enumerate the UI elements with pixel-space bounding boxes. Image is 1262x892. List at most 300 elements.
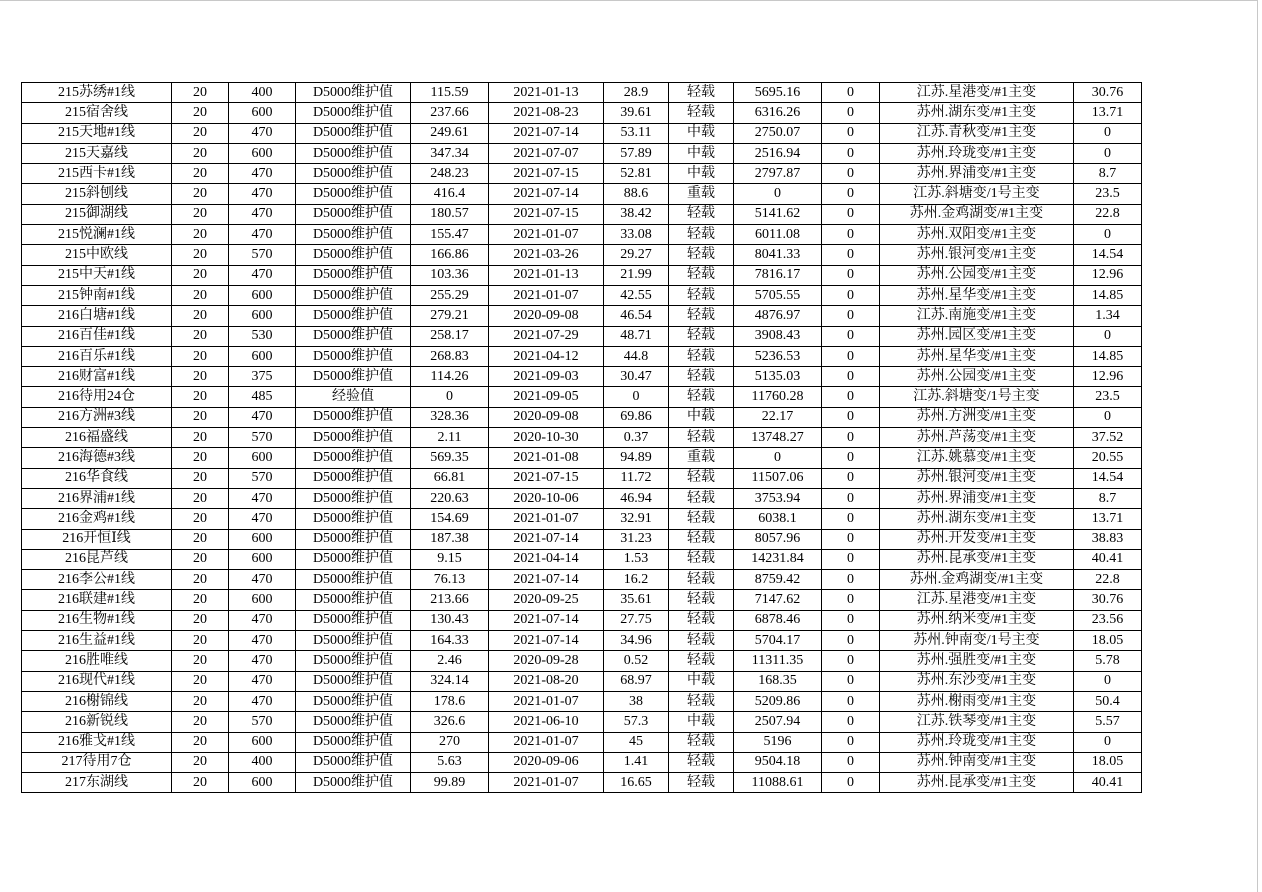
col2-cell: 20 [172, 204, 229, 224]
table-row [22, 529, 1142, 549]
transformer-cell: 苏州.湖东变/#1主变 [880, 103, 1074, 123]
col10-cell: 0 [822, 83, 880, 103]
source-cell: D5000维护值 [296, 468, 411, 488]
col3-cell: 400 [229, 752, 296, 772]
col5-cell: 213.66 [411, 590, 489, 610]
col7-cell: 46.94 [604, 488, 669, 508]
col3-cell: 600 [229, 549, 296, 569]
col10-cell: 0 [822, 448, 880, 468]
load-level-cell: 轻载 [669, 732, 734, 752]
date-cell: 2021-01-07 [489, 509, 604, 529]
col10-cell: 0 [822, 387, 880, 407]
transformer-cell: 江苏.铁琴变/#1主变 [880, 712, 1074, 732]
col7-cell: 21.99 [604, 265, 669, 285]
col5-cell: 66.81 [411, 468, 489, 488]
date-cell: 2021-06-10 [489, 712, 604, 732]
source-cell: D5000维护值 [296, 123, 411, 143]
table-row [22, 570, 1142, 590]
date-cell: 2021-09-05 [489, 387, 604, 407]
col10-cell: 0 [822, 732, 880, 752]
date-cell: 2021-07-29 [489, 326, 604, 346]
table-row [22, 671, 1142, 691]
load-level-cell: 轻载 [669, 225, 734, 245]
line-name-cell: 215钟南#1线 [22, 285, 172, 305]
load-level-cell: 轻载 [669, 428, 734, 448]
source-cell: D5000维护值 [296, 245, 411, 265]
col2-cell: 20 [172, 285, 229, 305]
col3-cell: 470 [229, 610, 296, 630]
table-row [22, 306, 1142, 326]
load-level-cell: 轻载 [669, 265, 734, 285]
table-row [22, 103, 1142, 123]
line-name-cell: 216联建#1线 [22, 590, 172, 610]
date-cell: 2021-07-14 [489, 610, 604, 630]
col12-cell: 12.96 [1074, 265, 1142, 285]
col7-cell: 46.54 [604, 306, 669, 326]
source-cell: D5000维护值 [296, 83, 411, 103]
source-cell: D5000维护值 [296, 610, 411, 630]
col9-cell: 5704.17 [734, 631, 822, 651]
col5-cell: 99.89 [411, 773, 489, 793]
load-level-cell: 重载 [669, 448, 734, 468]
transformer-cell: 苏州.湖东变/#1主变 [880, 509, 1074, 529]
col3-cell: 470 [229, 204, 296, 224]
col5-cell: 258.17 [411, 326, 489, 346]
line-name-cell: 216现代#1线 [22, 671, 172, 691]
col9-cell: 168.35 [734, 671, 822, 691]
load-level-cell: 中载 [669, 712, 734, 732]
col7-cell: 38 [604, 691, 669, 711]
col12-cell: 40.41 [1074, 773, 1142, 793]
col10-cell: 0 [822, 143, 880, 163]
line-name-cell: 216昆芦线 [22, 549, 172, 569]
col2-cell: 20 [172, 691, 229, 711]
transformer-cell: 江苏.星港变/#1主变 [880, 83, 1074, 103]
transformer-cell: 苏州.公园变/#1主变 [880, 265, 1074, 285]
source-cell: D5000维护值 [296, 103, 411, 123]
date-cell: 2020-09-08 [489, 407, 604, 427]
col5-cell: 255.29 [411, 285, 489, 305]
col5-cell: 0 [411, 387, 489, 407]
col5-cell: 237.66 [411, 103, 489, 123]
col3-cell: 600 [229, 306, 296, 326]
source-cell: D5000维护值 [296, 285, 411, 305]
table-row [22, 326, 1142, 346]
load-level-cell: 轻载 [669, 204, 734, 224]
col3-cell: 470 [229, 671, 296, 691]
col9-cell: 0 [734, 184, 822, 204]
source-cell: D5000维护值 [296, 367, 411, 387]
col12-cell: 40.41 [1074, 549, 1142, 569]
table-row [22, 651, 1142, 671]
col2-cell: 20 [172, 326, 229, 346]
col5-cell: 155.47 [411, 225, 489, 245]
source-cell: D5000维护值 [296, 509, 411, 529]
col10-cell: 0 [822, 265, 880, 285]
date-cell: 2020-09-28 [489, 651, 604, 671]
table-row [22, 184, 1142, 204]
col12-cell: 13.71 [1074, 509, 1142, 529]
col10-cell: 0 [822, 509, 880, 529]
col7-cell: 35.61 [604, 590, 669, 610]
col5-cell: 9.15 [411, 549, 489, 569]
line-name-cell: 216金鸡#1线 [22, 509, 172, 529]
col5-cell: 180.57 [411, 204, 489, 224]
col9-cell: 5196 [734, 732, 822, 752]
col12-cell: 5.57 [1074, 712, 1142, 732]
col7-cell: 48.71 [604, 326, 669, 346]
date-cell: 2021-01-07 [489, 285, 604, 305]
col7-cell: 42.55 [604, 285, 669, 305]
source-cell: D5000维护值 [296, 773, 411, 793]
col3-cell: 485 [229, 387, 296, 407]
col2-cell: 20 [172, 83, 229, 103]
transformer-cell: 江苏.南施变/#1主变 [880, 306, 1074, 326]
load-level-cell: 轻载 [669, 387, 734, 407]
date-cell: 2021-07-14 [489, 184, 604, 204]
col12-cell: 14.54 [1074, 245, 1142, 265]
transformer-cell: 江苏.姚慕变/#1主变 [880, 448, 1074, 468]
date-cell: 2021-01-07 [489, 773, 604, 793]
col12-cell: 12.96 [1074, 367, 1142, 387]
line-name-cell: 217待用7仓 [22, 752, 172, 772]
col7-cell: 1.53 [604, 549, 669, 569]
col9-cell: 11311.35 [734, 651, 822, 671]
col12-cell: 0 [1074, 225, 1142, 245]
load-level-cell: 中载 [669, 123, 734, 143]
transformer-cell: 苏州.强胜变/#1主变 [880, 651, 1074, 671]
col12-cell: 30.76 [1074, 83, 1142, 103]
col12-cell: 14.54 [1074, 468, 1142, 488]
transformer-cell: 苏州.钟南变/1号主变 [880, 631, 1074, 651]
col3-cell: 600 [229, 773, 296, 793]
source-cell: D5000维护值 [296, 488, 411, 508]
col9-cell: 11507.06 [734, 468, 822, 488]
col10-cell: 0 [822, 752, 880, 772]
col2-cell: 20 [172, 468, 229, 488]
source-cell: D5000维护值 [296, 428, 411, 448]
transformer-cell: 苏州.银河变/#1主变 [880, 245, 1074, 265]
col10-cell: 0 [822, 590, 880, 610]
col7-cell: 57.89 [604, 143, 669, 163]
col7-cell: 11.72 [604, 468, 669, 488]
col5-cell: 326.6 [411, 712, 489, 732]
transformer-cell: 苏州.方洲变/#1主变 [880, 407, 1074, 427]
col3-cell: 375 [229, 367, 296, 387]
source-cell: D5000维护值 [296, 346, 411, 366]
col9-cell: 2750.07 [734, 123, 822, 143]
col10-cell: 0 [822, 103, 880, 123]
table-row [22, 549, 1142, 569]
transformer-cell: 苏州.榭雨变/#1主变 [880, 691, 1074, 711]
col3-cell: 570 [229, 468, 296, 488]
col12-cell: 22.8 [1074, 204, 1142, 224]
transformer-cell: 苏州.双阳变/#1主变 [880, 225, 1074, 245]
line-name-cell: 215天嘉线 [22, 143, 172, 163]
col3-cell: 570 [229, 712, 296, 732]
col12-cell: 23.5 [1074, 387, 1142, 407]
col9-cell: 4876.97 [734, 306, 822, 326]
line-name-cell: 216榭锦线 [22, 691, 172, 711]
load-level-cell: 轻载 [669, 631, 734, 651]
load-level-cell: 轻载 [669, 590, 734, 610]
col3-cell: 470 [229, 631, 296, 651]
col5-cell: 130.43 [411, 610, 489, 630]
col12-cell: 0 [1074, 143, 1142, 163]
col5-cell: 328.36 [411, 407, 489, 427]
col2-cell: 20 [172, 651, 229, 671]
source-cell: D5000维护值 [296, 691, 411, 711]
transformer-cell: 苏州.昆承变/#1主变 [880, 549, 1074, 569]
col3-cell: 470 [229, 265, 296, 285]
line-name-cell: 216待用24仓 [22, 387, 172, 407]
col2-cell: 20 [172, 712, 229, 732]
col7-cell: 45 [604, 732, 669, 752]
col2-cell: 20 [172, 732, 229, 752]
table-row [22, 468, 1142, 488]
col2-cell: 20 [172, 752, 229, 772]
col3-cell: 600 [229, 103, 296, 123]
col9-cell: 9504.18 [734, 752, 822, 772]
col7-cell: 16.2 [604, 570, 669, 590]
col7-cell: 0.37 [604, 428, 669, 448]
date-cell: 2021-04-12 [489, 346, 604, 366]
load-level-cell: 轻载 [669, 245, 734, 265]
col5-cell: 2.46 [411, 651, 489, 671]
table-row [22, 387, 1142, 407]
date-cell: 2021-07-15 [489, 164, 604, 184]
col10-cell: 0 [822, 204, 880, 224]
date-cell: 2021-07-14 [489, 631, 604, 651]
col10-cell: 0 [822, 123, 880, 143]
col9-cell: 2797.87 [734, 164, 822, 184]
col10-cell: 0 [822, 184, 880, 204]
source-cell: D5000维护值 [296, 752, 411, 772]
col2-cell: 20 [172, 123, 229, 143]
col2-cell: 20 [172, 245, 229, 265]
col12-cell: 0 [1074, 671, 1142, 691]
table-row [22, 265, 1142, 285]
load-level-cell: 轻载 [669, 651, 734, 671]
transformer-cell: 苏州.公园变/#1主变 [880, 367, 1074, 387]
col7-cell: 68.97 [604, 671, 669, 691]
col3-cell: 600 [229, 529, 296, 549]
col9-cell: 6878.46 [734, 610, 822, 630]
col2-cell: 20 [172, 164, 229, 184]
table-row [22, 123, 1142, 143]
date-cell: 2020-10-06 [489, 488, 604, 508]
col12-cell: 14.85 [1074, 346, 1142, 366]
source-cell: D5000维护值 [296, 265, 411, 285]
line-name-cell: 215中天#1线 [22, 265, 172, 285]
col3-cell: 570 [229, 245, 296, 265]
col7-cell: 44.8 [604, 346, 669, 366]
line-name-cell: 216新锐线 [22, 712, 172, 732]
date-cell: 2021-04-14 [489, 549, 604, 569]
col9-cell: 11088.61 [734, 773, 822, 793]
col10-cell: 0 [822, 488, 880, 508]
col3-cell: 470 [229, 225, 296, 245]
col3-cell: 470 [229, 123, 296, 143]
col9-cell: 5141.62 [734, 204, 822, 224]
col10-cell: 0 [822, 671, 880, 691]
col7-cell: 52.81 [604, 164, 669, 184]
source-cell: D5000维护值 [296, 184, 411, 204]
transformer-cell: 苏州.芦荡变/#1主变 [880, 428, 1074, 448]
line-name-cell: 215御湖线 [22, 204, 172, 224]
col9-cell: 5135.03 [734, 367, 822, 387]
line-name-cell: 216百佳#1线 [22, 326, 172, 346]
col2-cell: 20 [172, 346, 229, 366]
date-cell: 2021-01-07 [489, 691, 604, 711]
date-cell: 2021-08-20 [489, 671, 604, 691]
transformer-cell: 苏州.开发变/#1主变 [880, 529, 1074, 549]
load-level-cell: 轻载 [669, 468, 734, 488]
source-cell: D5000维护值 [296, 671, 411, 691]
col3-cell: 600 [229, 143, 296, 163]
col9-cell: 8041.33 [734, 245, 822, 265]
table-row [22, 407, 1142, 427]
col7-cell: 34.96 [604, 631, 669, 651]
line-name-cell: 216胜唯线 [22, 651, 172, 671]
transformer-cell: 苏州.园区变/#1主变 [880, 326, 1074, 346]
data-table [21, 82, 1142, 793]
transformer-cell: 苏州.纳米变/#1主变 [880, 610, 1074, 630]
col12-cell: 8.7 [1074, 164, 1142, 184]
col10-cell: 0 [822, 570, 880, 590]
col2-cell: 20 [172, 773, 229, 793]
col12-cell: 1.34 [1074, 306, 1142, 326]
col9-cell: 6011.08 [734, 225, 822, 245]
col7-cell: 16.65 [604, 773, 669, 793]
col10-cell: 0 [822, 326, 880, 346]
line-name-cell: 215宿舍线 [22, 103, 172, 123]
col5-cell: 5.63 [411, 752, 489, 772]
col7-cell: 33.08 [604, 225, 669, 245]
col12-cell: 23.56 [1074, 610, 1142, 630]
col12-cell: 38.83 [1074, 529, 1142, 549]
col2-cell: 20 [172, 509, 229, 529]
line-name-cell: 216生物#1线 [22, 610, 172, 630]
line-name-cell: 216华食线 [22, 468, 172, 488]
col2-cell: 20 [172, 549, 229, 569]
col10-cell: 0 [822, 712, 880, 732]
source-cell: D5000维护值 [296, 549, 411, 569]
col5-cell: 76.13 [411, 570, 489, 590]
col10-cell: 0 [822, 610, 880, 630]
col10-cell: 0 [822, 773, 880, 793]
table-row [22, 83, 1142, 103]
load-level-cell: 中载 [669, 164, 734, 184]
load-level-cell: 轻载 [669, 306, 734, 326]
col7-cell: 94.89 [604, 448, 669, 468]
load-level-cell: 轻载 [669, 691, 734, 711]
table-row [22, 590, 1142, 610]
col5-cell: 114.26 [411, 367, 489, 387]
col5-cell: 103.36 [411, 265, 489, 285]
line-name-cell: 216李公#1线 [22, 570, 172, 590]
line-name-cell: 215天地#1线 [22, 123, 172, 143]
col7-cell: 29.27 [604, 245, 669, 265]
col10-cell: 0 [822, 164, 880, 184]
col3-cell: 470 [229, 509, 296, 529]
table-row [22, 164, 1142, 184]
source-cell: D5000维护值 [296, 712, 411, 732]
col5-cell: 416.4 [411, 184, 489, 204]
load-level-cell: 轻载 [669, 752, 734, 772]
col9-cell: 5705.55 [734, 285, 822, 305]
col9-cell: 11760.28 [734, 387, 822, 407]
col9-cell: 7816.17 [734, 265, 822, 285]
load-level-cell: 轻载 [669, 326, 734, 346]
date-cell: 2021-01-08 [489, 448, 604, 468]
col2-cell: 20 [172, 610, 229, 630]
col12-cell: 18.05 [1074, 752, 1142, 772]
load-level-cell: 轻载 [669, 610, 734, 630]
col10-cell: 0 [822, 407, 880, 427]
col10-cell: 0 [822, 285, 880, 305]
col5-cell: 166.86 [411, 245, 489, 265]
col9-cell: 5209.86 [734, 691, 822, 711]
col7-cell: 39.61 [604, 103, 669, 123]
col9-cell: 5695.16 [734, 83, 822, 103]
line-name-cell: 216海德#3线 [22, 448, 172, 468]
table-row [22, 732, 1142, 752]
col2-cell: 20 [172, 570, 229, 590]
col12-cell: 5.78 [1074, 651, 1142, 671]
load-level-cell: 轻载 [669, 529, 734, 549]
col10-cell: 0 [822, 468, 880, 488]
col3-cell: 470 [229, 488, 296, 508]
transformer-cell: 江苏.斜塘变/1号主变 [880, 387, 1074, 407]
transformer-cell: 苏州.界浦变/#1主变 [880, 164, 1074, 184]
col12-cell: 18.05 [1074, 631, 1142, 651]
source-cell: D5000维护值 [296, 164, 411, 184]
col12-cell: 0 [1074, 732, 1142, 752]
col10-cell: 0 [822, 631, 880, 651]
transformer-cell: 苏州.玲珑变/#1主变 [880, 732, 1074, 752]
col3-cell: 600 [229, 590, 296, 610]
source-cell: D5000维护值 [296, 732, 411, 752]
col10-cell: 0 [822, 691, 880, 711]
col7-cell: 27.75 [604, 610, 669, 630]
col5-cell: 279.21 [411, 306, 489, 326]
col3-cell: 470 [229, 651, 296, 671]
col3-cell: 600 [229, 448, 296, 468]
table-row [22, 428, 1142, 448]
line-name-cell: 216开恒Ⅰ线 [22, 529, 172, 549]
date-cell: 2021-07-15 [489, 468, 604, 488]
date-cell: 2021-07-07 [489, 143, 604, 163]
load-level-cell: 轻载 [669, 346, 734, 366]
col3-cell: 600 [229, 346, 296, 366]
col12-cell: 0 [1074, 326, 1142, 346]
col9-cell: 2516.94 [734, 143, 822, 163]
col3-cell: 470 [229, 184, 296, 204]
col3-cell: 530 [229, 326, 296, 346]
transformer-cell: 苏州.玲珑变/#1主变 [880, 143, 1074, 163]
col9-cell: 0 [734, 448, 822, 468]
date-cell: 2021-01-13 [489, 83, 604, 103]
col2-cell: 20 [172, 306, 229, 326]
col7-cell: 57.3 [604, 712, 669, 732]
date-cell: 2021-07-14 [489, 123, 604, 143]
line-name-cell: 215悦澜#1线 [22, 225, 172, 245]
col5-cell: 270 [411, 732, 489, 752]
col10-cell: 0 [822, 428, 880, 448]
source-cell: 经验值 [296, 387, 411, 407]
col2-cell: 20 [172, 671, 229, 691]
